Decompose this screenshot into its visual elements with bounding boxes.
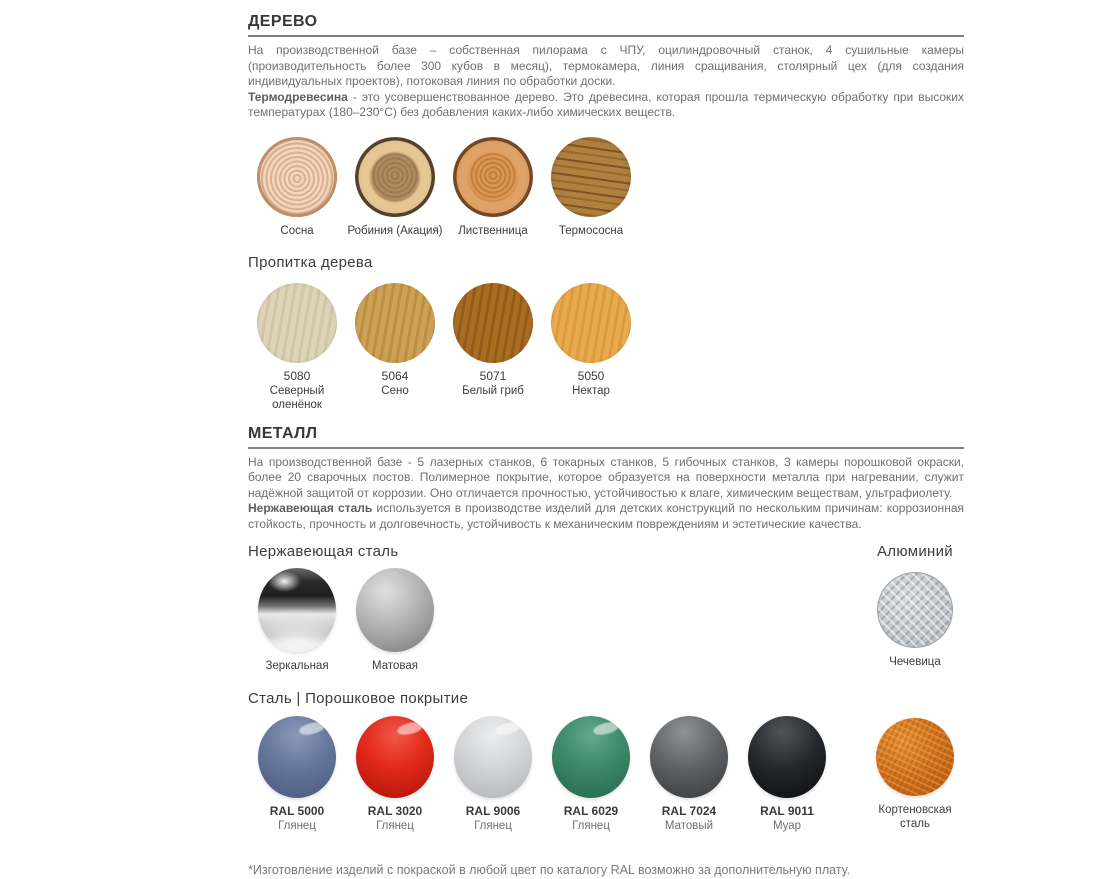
impregnation-cell-5080 bbox=[248, 283, 346, 412]
stainless-aluminum-titles bbox=[248, 542, 964, 561]
stainless-swatch-matte bbox=[356, 568, 434, 652]
wood-swatch-thermopine bbox=[551, 137, 631, 217]
powder-cell-ral9006 bbox=[444, 716, 542, 833]
aluminum-cell-lentil bbox=[866, 568, 964, 669]
powder-swatch-ral6029 bbox=[552, 716, 630, 798]
powder-swatch-ral9011 bbox=[748, 716, 826, 798]
stainless-label: Зеркальная bbox=[265, 660, 329, 672]
wood-intro-paragraph: На производственной базе – собственная пилорама с ЧПУ, оцилиндровочный станок, 4 сушильные камеры (производительность более 300 кубов в месяц), термокамера, линия сращивания, столярный цех (для создания индивидуальных проектов), потоковая линия по обработки доски. bbox=[248, 43, 964, 88]
impregnation-swatch-5064 bbox=[355, 283, 435, 363]
content-column bbox=[248, 12, 964, 877]
stainless-swatch-mirror bbox=[258, 568, 336, 652]
stainless-lead: Нержавеющая сталь bbox=[248, 501, 373, 515]
ral-code: RAL 3020 bbox=[367, 804, 423, 818]
thermowood-text: - это усовершенствованное дерево. Это древесина, которая прошла термическую обработку при высоких температурах (180–230°С) без добавления каких-либо химических веществ. bbox=[248, 89, 964, 119]
ral-finish: Глянец bbox=[572, 820, 610, 832]
wood-section-title: ДЕРЕВО bbox=[248, 13, 318, 30]
powder-swatch-ral3020 bbox=[356, 716, 434, 798]
ral-finish: Муар bbox=[772, 820, 802, 832]
wood-species-row bbox=[248, 137, 964, 238]
powder-cell-ral5000 bbox=[248, 716, 346, 833]
impregnation-code: 5064 bbox=[381, 368, 409, 383]
ral-code: RAL 6029 bbox=[563, 804, 619, 818]
powder-row bbox=[248, 716, 964, 833]
powder-title: Сталь | Порошковое покрытие bbox=[248, 690, 469, 707]
impregnation-cell-5064 bbox=[346, 283, 444, 398]
impregnation-title: Пропитка дерева bbox=[248, 253, 373, 271]
stainless-label: Матовая bbox=[372, 660, 418, 672]
ral-footnote: *Изготовление изделий с покраской в любой цвет по каталогу RAL возможно за дополнительную плату. bbox=[248, 863, 851, 877]
section-metal bbox=[248, 424, 964, 878]
powder-cell-ral6029 bbox=[542, 716, 640, 833]
powder-swatch-corten bbox=[876, 718, 954, 796]
powder-cell-corten bbox=[866, 716, 964, 831]
thermowood-paragraph bbox=[248, 90, 964, 121]
ral-finish: Глянец bbox=[376, 820, 414, 832]
wood-species-cell-larch bbox=[444, 137, 542, 238]
impregnation-cell-5050 bbox=[542, 283, 640, 398]
aluminum-label: Чечевица bbox=[889, 656, 941, 668]
impregnation-name: Нектар bbox=[572, 384, 610, 397]
powder-swatch-ral7024 bbox=[650, 716, 728, 798]
ral-finish: Матовый bbox=[664, 820, 714, 832]
ral-finish: Глянец bbox=[474, 820, 512, 832]
corten-label: Кортеновская сталь bbox=[878, 804, 952, 830]
metal-section-title: МЕТАЛЛ bbox=[248, 424, 318, 442]
ral-code: RAL 7024 bbox=[661, 804, 717, 818]
powder-swatch-ral5000 bbox=[258, 716, 336, 798]
impregnation-swatch-5080 bbox=[257, 283, 337, 363]
impregnation-code: 5080 bbox=[283, 368, 311, 383]
impregnation-code: 5071 bbox=[479, 368, 507, 383]
aluminum-title: Алюминий bbox=[877, 543, 953, 560]
impregnation-code: 5050 bbox=[577, 368, 605, 383]
impregnation-cell-5071 bbox=[444, 283, 542, 398]
powder-cell-ral9011 bbox=[738, 716, 836, 833]
powder-cell-ral3020 bbox=[346, 716, 444, 833]
metal-section-divider bbox=[248, 447, 964, 449]
stainless-cell-mirror bbox=[248, 568, 346, 673]
impregnation-row bbox=[248, 283, 964, 412]
stainless-text: используется в производстве изделий для детских конструкций по нескольким причинам: коррозионная стойкость, прочность и долговечность, устойчивость к механическим повреждениям и эстетические качества. bbox=[248, 501, 964, 531]
ral-code: RAL 5000 bbox=[269, 804, 325, 818]
thermowood-lead: Термодревесина bbox=[248, 89, 348, 104]
wood-swatch-larch bbox=[453, 137, 533, 217]
wood-species-cell-thermopine bbox=[542, 137, 640, 238]
wood-species-label: Лиственница bbox=[458, 224, 528, 237]
stainless-title: Нержавеющая сталь bbox=[248, 543, 399, 560]
stainless-paragraph bbox=[248, 501, 964, 532]
stainless-cell-matte bbox=[346, 568, 444, 673]
ral-code: RAL 9011 bbox=[760, 804, 814, 818]
wood-species-label: Термососна bbox=[558, 224, 624, 237]
wood-swatch-sosna bbox=[257, 137, 337, 217]
wood-swatch-robinia bbox=[355, 137, 435, 217]
section-wood bbox=[248, 12, 964, 412]
wood-section-divider bbox=[248, 35, 964, 37]
impregnation-name: Северный оленёнок bbox=[269, 384, 325, 411]
wood-species-cell-robinia bbox=[346, 137, 444, 238]
aluminum-swatch-lentil bbox=[877, 572, 953, 648]
wood-species-cell-sosna bbox=[248, 137, 346, 238]
wood-species-label: Сосна bbox=[280, 224, 314, 237]
impregnation-name: Сено bbox=[381, 384, 409, 397]
powder-cell-ral7024 bbox=[640, 716, 738, 833]
powder-swatch-ral9006 bbox=[454, 716, 532, 798]
stainless-row bbox=[248, 568, 964, 673]
ral-code: RAL 9006 bbox=[465, 804, 521, 818]
metal-intro-paragraph: На производственной базе - 5 лазерных станков, 6 токарных станков, 5 гибочных станков, 3 камеры порошковой окраски, более 20 сварочных постов. Полимерное покрытие, которое образуется на поверхности металла при нагревании, служит надёжной защитой от коррозии. Оно отличается прочностью, устойчивостью к влаге, химическим веществам, ультрафиолету. bbox=[248, 454, 964, 500]
impregnation-name: Белый гриб bbox=[462, 384, 524, 397]
wood-species-label: Робиния (Акация) bbox=[347, 224, 443, 237]
impregnation-swatch-5071 bbox=[453, 283, 533, 363]
impregnation-swatch-5050 bbox=[551, 283, 631, 363]
ral-finish: Глянец bbox=[278, 820, 316, 832]
